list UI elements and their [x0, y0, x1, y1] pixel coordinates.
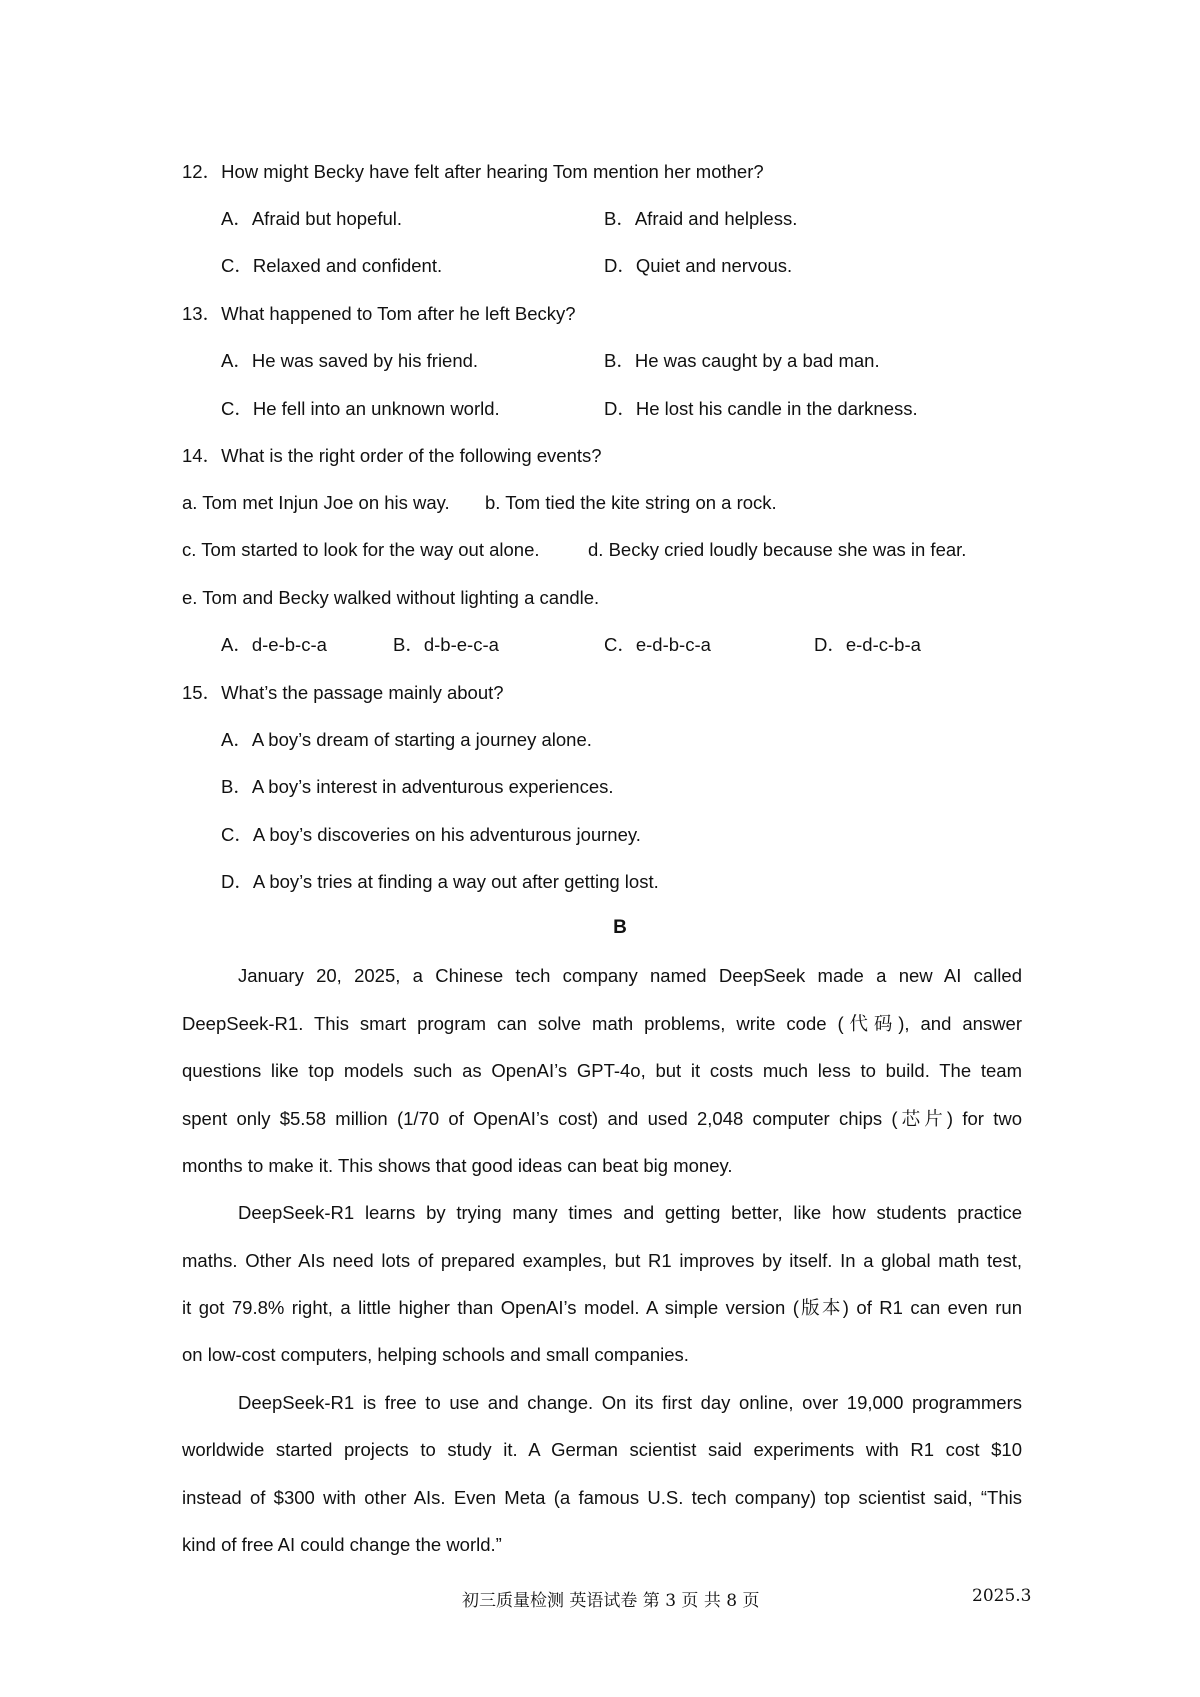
- q15-option-b: B．A boy’s interest in adventurous experiences.: [221, 776, 614, 797]
- passage-line: spent only $5.58 million (1/70 of OpenAI’s cost) and used 2,048 computer chips (芯片) for two: [182, 1108, 1022, 1129]
- passage-line: it got 79.8% right, a little higher than OpenAI’s model. A simple version (版本) of R1 can even run: [182, 1297, 1022, 1318]
- q12-option-b: B．Afraid and helpless.: [604, 208, 798, 229]
- passage-line: kind of free AI could change the world.”: [182, 1534, 502, 1555]
- question-15: 15．What’s the passage mainly about?: [182, 682, 504, 703]
- q15-option-a: A．A boy’s dream of starting a journey alone.: [221, 729, 592, 750]
- question-12: 12．How might Becky have felt after hearing Tom mention her mother?: [182, 161, 764, 182]
- passage-line: instead of $300 with other AIs. Even Meta (a famous U.S. tech company) top scientist said, “This: [182, 1487, 1022, 1508]
- question-13: 13．What happened to Tom after he left Becky?: [182, 303, 576, 324]
- q15-option-c: C．A boy’s discoveries on his adventurous journey.: [221, 824, 641, 845]
- q14-option-c: C．e-d-b-c-a: [604, 634, 711, 655]
- q14-event-c: c. Tom started to look for the way out alone.: [182, 539, 540, 560]
- q12-option-c: C．Relaxed and confident.: [221, 255, 443, 276]
- q14-event-e: e. Tom and Becky walked without lighting a candle.: [182, 587, 600, 608]
- passage-line: months to make it. This shows that good ideas can beat big money.: [182, 1155, 733, 1176]
- passage-line: DeepSeek-R1 learns by trying many times and getting better, like how students practice: [238, 1202, 1022, 1223]
- q12-option-d: D．Quiet and nervous.: [604, 255, 793, 276]
- section-heading: B: [613, 917, 627, 938]
- passage-line: questions like top models such as OpenAI’s GPT-4o, but it costs much less to build. The team: [182, 1060, 1022, 1081]
- footer-page-info: 初三质量检测 英语试卷 第 3 页 共 8 页: [462, 1591, 760, 1611]
- passage-line: January 20, 2025, a Chinese tech company named DeepSeek made a new AI called: [238, 965, 1022, 986]
- q12-option-a: A．Afraid but hopeful.: [221, 208, 402, 229]
- q14-option-b: B．d-b-e-c-a: [393, 634, 499, 655]
- q15-option-d: D．A boy’s tries at finding a way out after getting lost.: [221, 871, 659, 892]
- footer-date: 2025.3: [972, 1586, 1032, 1606]
- passage-line: DeepSeek-R1 is free to use and change. On its first day online, over 19,000 programmers: [238, 1392, 1022, 1413]
- q14-event-b: b. Tom tied the kite string on a rock.: [485, 492, 777, 513]
- q13-option-a: A．He was saved by his friend.: [221, 350, 479, 371]
- q14-option-d: D．e-d-c-b-a: [814, 634, 921, 655]
- q13-option-b: B．He was caught by a bad man.: [604, 350, 880, 371]
- q13-option-d: D．He lost his candle in the darkness.: [604, 398, 918, 419]
- q13-option-c: C．He fell into an unknown world.: [221, 398, 500, 419]
- passage-line: DeepSeek-R1. This smart program can solve math problems, write code (代码), and answer: [182, 1013, 1022, 1034]
- q14-event-d: d. Becky cried loudly because she was in fear.: [588, 539, 967, 560]
- question-14: 14．What is the right order of the following events?: [182, 445, 602, 466]
- passage-line: maths. Other AIs need lots of prepared examples, but R1 improves by itself. In a global math test,: [182, 1250, 1022, 1271]
- passage-line: on low-cost computers, helping schools and small companies.: [182, 1344, 689, 1365]
- q14-event-a: a. Tom met Injun Joe on his way.: [182, 492, 450, 513]
- passage-line: worldwide started projects to study it. A German scientist said experiments with R1 cost $10: [182, 1439, 1022, 1460]
- q14-option-a: A．d-e-b-c-a: [221, 634, 327, 655]
